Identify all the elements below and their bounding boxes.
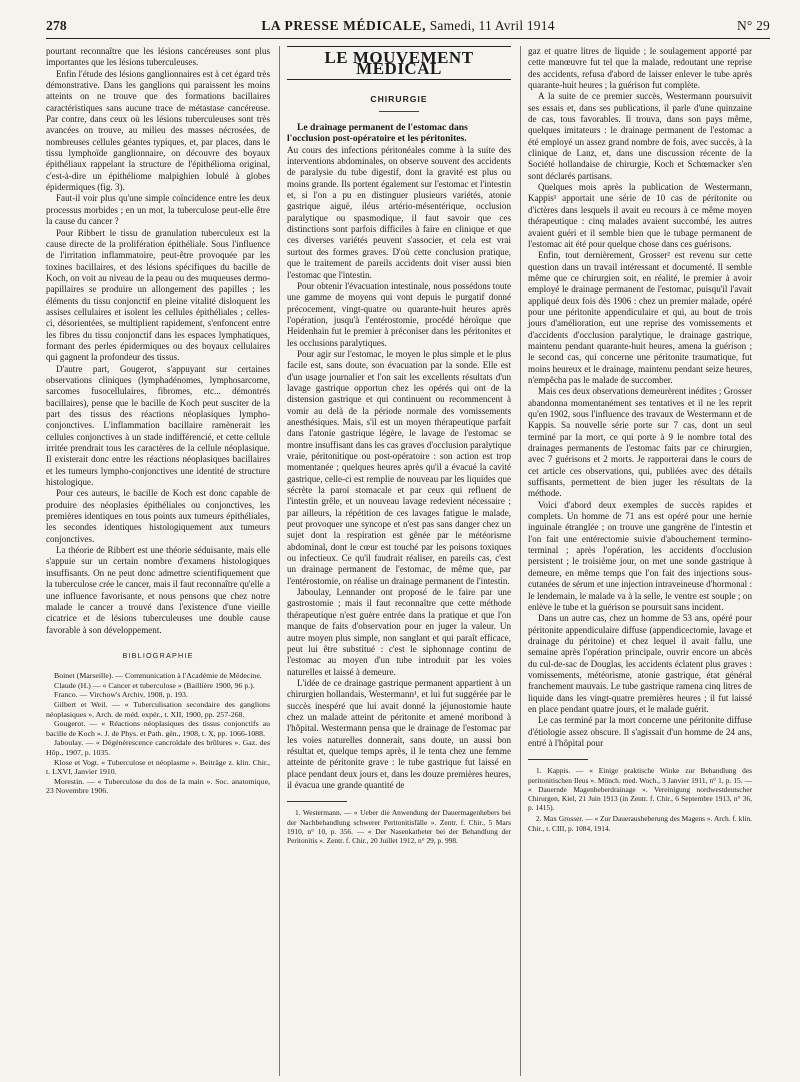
paragraph: Dans un autre cas, chez un homme de 53 ans, opéré pour péritonite appendiculaire diffuse (appendicectomie, lavage et drainage du péritoine) et chez lequel il avait fallu, une semaine après l'opération principale, ouvrir encore un abcès du cul-de-sac de Douglas, les accidents éclatent plus graves : vomissements, météorisme, atonie gastrique, état général franchement mauvais. Le tube gastrique ramena cinq litres de liquide dans les vingt-quatre premières heures ; il fut laissé en place pendant quatre jours, et le malade guérit.: [528, 613, 752, 714]
bibliography-entry: Gougerot. — « Réactions néoplasiques des tissus conjonctifs au bacille de Koch ». J. de Phys. et Path. gén., 1908, t. X, pp. 1066-1088.: [46, 719, 270, 738]
bibliography: [46, 671, 270, 796]
page-number: 278: [46, 18, 67, 33]
section-underline: [379, 111, 419, 112]
paragraph: L'idée de ce drainage gastrique permanent appartient à un chirurgien hollandais, Westermann¹, et lui fut suggérée par le succès inespéré que lui avait donné la jéjunostomie haute chez un malade atteint de péritonite et amené moribond à l'hôpital. Westermann pensa que le drainage de l'estomac par les voies naturelles donnerait, sans doute, un aussi bon résultat et, quelque temps après, il le tenta chez une femme atteinte de péritonite grave : le tube gastrique fut laissé en place pendant deux jours et, dans les douze premières heures, il évacua une grande quantité de: [287, 677, 511, 790]
column-3: [528, 46, 752, 835]
article-lead: Au cours des infections péritonéales comme à la suite des interventions abdominales, on observe souvent des accidents de paralysie du tube digestif, dont la gravité est plus ou moins grande. Ils portent également sur l'estomac et l'intestin et, si l'on a pu en distinguer plusieurs variétés, atonie gastrique aiguë, iléus artério-mésentérique, occlusion paralytique ou spasmodique, il faut savoir que ces distinctions sont parfois difficiles à faire en clinique et que ces diverses variétés peuvent s'associer, et cela est vrai surtout des formes graves. D'où cette conclusion pratique, que le traitement de pareils accidents doit viser aussi bien l'estomac que l'intestin.: [287, 144, 511, 280]
column-divider-1: [279, 46, 280, 1076]
section-heading: CHIRURGIE: [370, 93, 428, 104]
column-divider-2: [520, 46, 521, 1076]
paragraph: gaz et quatre litres de liquide ; le soulagement apporté par cette manœuvre fut tel que la malade, redoutant une reprise des accidents, refusa d'abord de laisser enlever le tube après quarante-huit heures ; la guérison fut complète.: [528, 46, 752, 91]
bibliography-entry: Gilbert et Weil. — « Tuberculisation secondaire des ganglions néoplasiques ». Arch. de méd. expér., t. XII, 1900, pp. 257-268.: [46, 700, 270, 719]
footnote-rule: [528, 759, 588, 760]
page-header: [46, 18, 770, 36]
paragraph: D'autre part, Gougerot, s'appuyant sur certaines observations cliniques (lymphadénomes, lymphosarcome, sarcomes fusocellulaires, fibromes, etc... démontrés bacillaires), pense que le bacille de Koch peut susciter de la part des tissus des réactions néoplasiques lympho-conjonctives. L'inflammation bacillaire ramènerait les cellules conjonctives à un stade indifférencié, et cette cellule irritée prendrait tous les caractères de la cellule néoplasique. Il existerait donc entre les réactions néoplasiques bacillaires et les tumeurs lympho-conjonctives une identité de structure histologique.: [46, 363, 270, 488]
footnote: 1. Kappis. — « Einige praktische Winke zur Behandlung des peritonitischen Ileus ». Münch. med. Woch., 3 Janvier 1911, n° 1, p. 15. — « Dauernde Magenheberdrainage ». Vereinigung nordwestdeutscher Chirurgen, Kiel, 21 Juin 1913 (in Zentr. f. Chir., 6 Septembre 1913, n° 36, p. 1415).: [528, 766, 752, 813]
bibliography-entry: Franco. — Virchow's Archiv, 1908, p. 193.: [54, 690, 188, 700]
footnote: 1. Westermann. — « Ueber die Anwendung der Dauermagenhebers bei der Nachbehandlung schwerer Peritonitisfälle ». Zentr. f. Chir., 5 Mars 1910, n° 10, p. 356. — « Der Nasenkatheter bei der Behandlung der Peritonitis ». Zentr. f. Chir., 20 Juillet 1912, n° 29, p. 998.: [287, 808, 511, 845]
header-rule: [46, 38, 770, 39]
col1-body: [46, 46, 270, 636]
paragraph: A la suite de ce premier succès, Westermann poursuivit ses essais et, dans ses publications, il parle d'une quinzaine de cas, tous favorables. Il trouva, dans son pays même, quelques imitateurs : le drainage permanent de l'estomac a été employé un assez grand nombre de fois, avec succès, à la clinique de Lanz, et, dans une discussion récente de la Société hollandaise de chirurgie, Koch et Schœmacker s'en sont déclarés partisans.: [528, 91, 752, 181]
footnote: 2. Max Grosser. — « Zur Dauerausheberung des Magens ». Arch. f. klin. Chir., t. CIII, p. 1084, 1914.: [528, 814, 752, 833]
paragraph: Pour ces auteurs, le bacille de Koch est donc capable de produire des néoplasies épithéliales ou conjonctives, les premières identiques en tous points aux tumeurs épithéliales, les secondes identiques histologiquement aux tumeurs conjonctives.: [46, 488, 270, 544]
bibliography-heading: BIBLIOGRAPHIE: [122, 650, 194, 660]
section-masthead: LE MOUVEMENT MÉDICAL: [287, 46, 511, 80]
article-title: Le drainage permanent de l'estomac dans l'occlusion post-opératoire et les péritonites.: [287, 122, 468, 145]
bibliography-entry: Boinet (Marseille). — Communication à l'Académie de Médecine.: [54, 671, 262, 681]
column-2: [287, 46, 511, 847]
bibliography-entry: Morestin. — « Tuberculose du dos de la main ». Soc. anatomique, 23 Novembre 1906.: [46, 776, 270, 796]
bibliography-entry: Klose et Vogt. « Tuberculose et néoplasme ». Beiträge z. klin. Chir., t. LXVI, Janvier 1910.: [46, 757, 270, 777]
paragraph: Pour obtenir l'évacuation intestinale, nous possédons toute une gamme de moyens qui vont depuis le purgatif donné précocement, vingt-quatre ou quarante-huit heures après l'opération, jusqu'à l'entérostomie, procédé héroïque que Heidenhain fut le premier à préconiser dans les péritonites et les occlusions paralytiques.: [287, 280, 511, 348]
paragraph: Pour Ribbert le tissu de granulation tuberculeux est la cause directe de la prolifération épithéliale. Sous l'influence de l'irritation inflammatoire, peut-être provoquée par les toxines bacillaires, et des lésions spécifiques du bacille de Koch, on voit au niveau de la peau ou des muqueuses dermo-papillaires se produire un allongement des papilles ; les éléments du tissu conjonctif en pleine vitalité disloquent les assises cellulaires et isolent les cellules épithéliales ; celles-ci, désorientées, se multiplient rapidement, s'enfoncent entre les fibres du tissu conjonctif dans les espaces lymphatiques, formant des perles épidermiques ou des boyaux cellulaires qui gagnent la profondeur des tissus.: [46, 227, 270, 363]
running-title: [46, 18, 770, 34]
paragraph: Voici d'abord deux exemples de succès rapides et complets. Un homme de 71 ans est opéré pour une hernie inguinale étranglée ; on trouve une gangrène de l'intestin et l'on fait une entérectomie suivie d'abouchement termino-terminal ; après l'opération, les accidents d'occlusion persistent ; le troisième jour, on met une sonde gastrique à demeure, en même temps que l'on fait des injections sous-cutanées de sérum et une injection intraveineuse d'hormonal : le lendemain, le malade va à la selle, le ventre est souple ; on enlève le tube et la guérison se poursuit sans incident.: [528, 499, 752, 612]
paragraph: La théorie de Ribbert est une théorie séduisante, mais elle s'appuie sur un certain nombre d'examens histologiques insuffisants. On ne peut donc admettre scientifiquement que la tuberculose crée le cancer, mais il faut reconnaître qu'elle a une influence favorisante, et nous pensons que chez notre malade le cancer a trouvé dans l'existence d'une vieille cicatrice et de lésions tuberculeuses une double cause favorable à son développement.: [46, 545, 270, 635]
bibliography-entry: Claude (H.) — « Cancer et tuberculose » (Baillière 1900, 96 p.).: [54, 680, 255, 690]
paragraph: Pour agir sur l'estomac, le moyen le plus simple et le plus facile est, sans doute, son évacuation par la sonde. Elle est d'un usage journalier et l'on sait les excellents résultats d'un lavage gastrique opportun chez les opérés qui ont de la distension gastrique et qui continuent ou recommencent à vomir au delà de la période normale des vomissements anesthésiques. Mais, s'il est un moyen thérapeutique parfait dans l'atonie gastrique légère, le lavage de l'estomac se montre insuffisant dans les cas graves d'occlusion paralytique vraie, péritonitique ou post-opératoire : son action est trop momentanée ; quelques heures après qu'il a évacué la cavité gastrique, celle-ci est remplie de nouveau par les liquides que sécrète la paroi stomacale et par ceux qui refluent de l'intestin grêle, et un nouveau lavage redevient nécessaire ; par ailleurs, la répétition de ces lavages fatigue le malade, peut provoquer une syncope et n'est pas sans danger chez un sujet dont la respiration est gênée par le météorisme abdominal, dont le cœur est touché par les poisons toxiques ou infectieux. Ce qu'il faudrait réaliser, en pareils cas, c'est un drainage permanent de l'estomac, de même que, par l'entérostomie, on réalise un drainage permanent de l'intestin.: [287, 348, 511, 586]
journal-name: LA PRESSE MÉDICALE,: [261, 18, 427, 33]
paragraph: Enfin, tout dernièrement, Grosser² est revenu sur cette question dans un travail intéressant et documenté. Il semble même que ce chirurgien soit, en réalité, le premier à avoir employé le drainage permanent de l'estomac, puisqu'il l'avait appliqué deux fois dès 1906 : chez un premier malade, opéré pour une péritonite appendiculaire et qui, au bout de trois jours d'amélioration, eut une reprise des vomissements et d'accidents d'occlusion paralytique, le drainage gastrique, maintenu pendant quarante-huit heures, amena la guérison ; le second cas, qui concerne une péritonite traumatique, fut moins heureux et le drainage, maintenu pendant seize heures, n'empêcha pas le malade de succomber.: [528, 250, 752, 385]
paragraph: pourtant reconnaître que les lésions cancéreuses sont plus importantes que les lésions tuberculeuses.: [46, 46, 270, 68]
footnote-rule: [287, 801, 347, 802]
paragraph: Le cas terminé par la mort concerne une péritonite diffuse d'étiologie assez obscure. Il s'agissait d'un homme de 24 ans, entré à l'hôpital pour: [528, 715, 752, 748]
article-heading: [287, 122, 511, 145]
footnotes: [528, 766, 752, 832]
paragraph: Enfin l'étude des lésions ganglionnaires est à cet égard très démonstrative. Dans les ganglions qui paraissent les moins atteints on ne trouve que des formations bacillaires caractéristiques sans aucune trace de métastase cancéreuse. Par contre, dans ceux où les lésions tuberculeuses sont très avancées on trouve, au milieu des masses nécrosées, de nombreuses cellules géantes typiques, et, par places, dans le tissu lymphoïde ganglionnaire, on découvre des boyaux épithéliaux rappelant la structure de l'épithélioma original, c'est-à-dire un épithéliome malpighien lobulé à globes épidermiques (fig. 3).: [46, 68, 270, 193]
footnotes: [287, 808, 511, 845]
paragraph: Jaboulay, Lennander ont proposé de le faire par une gastrostomie ; mais il faut reconnaître que cette méthode thérapeutique n'est guère entrée dans la pratique et que l'on manque de faits d'observation pour en juger la valeur. Un autre moyen plus simple, non sanglant et qui paraît efficace, peut lui être substitué : c'est le siphonnage continu de l'estomac au moyen d'un tube introduit par les voies naturelles et laissé à demeure.: [287, 587, 511, 677]
column-1: [46, 46, 270, 796]
paragraph: Mais ces deux observations demeurèrent inédites ; Grosser abandonna momentanément ses tentatives et il ne les reprit qu'en 1902, sous l'influence des travaux de Westermann et de Kappis. Sa nouvelle série porte sur 7 cas, dont un seul terminé par la mort, ce qui porte à 9 le nombre total des drainages permanents de l'estomac faits par ce chirurgien, avec 7 guérisons et 2 morts. Je rapporterai dans le cours de cet article ces observations, qui, publiées avec des détails suffisants, permettent de bien juger les résultats de la méthode.: [528, 386, 752, 499]
bibliography-entry: Jaboulay. — « Dégénérescence cancroïdale des brûlures ». Gaz. des Hôp., 1907, p. 1035.: [46, 738, 270, 757]
issue-date: Samedi, 11 Avril 1914: [429, 18, 555, 33]
paragraph: Faut-il voir plus qu'une simple coïncidence entre les deux processus morbides ; en un mot, la tuberculose peut-elle être la cause du cancer ?: [46, 193, 270, 227]
issue-number: N° 29: [736, 18, 770, 33]
paragraph: Quelques mois après la publication de Westermann, Kappis¹ apportait une série de 10 cas de péritonite ou d'ictères dans lesquels il avait eu recours à ce même moyen thérapeutique : cinq malades avaient succombé, les autres avaient guéri et il semble bien que le tubage permanent de l'estomac ait été pour quelque chose dans ces guérisons.: [528, 182, 752, 249]
